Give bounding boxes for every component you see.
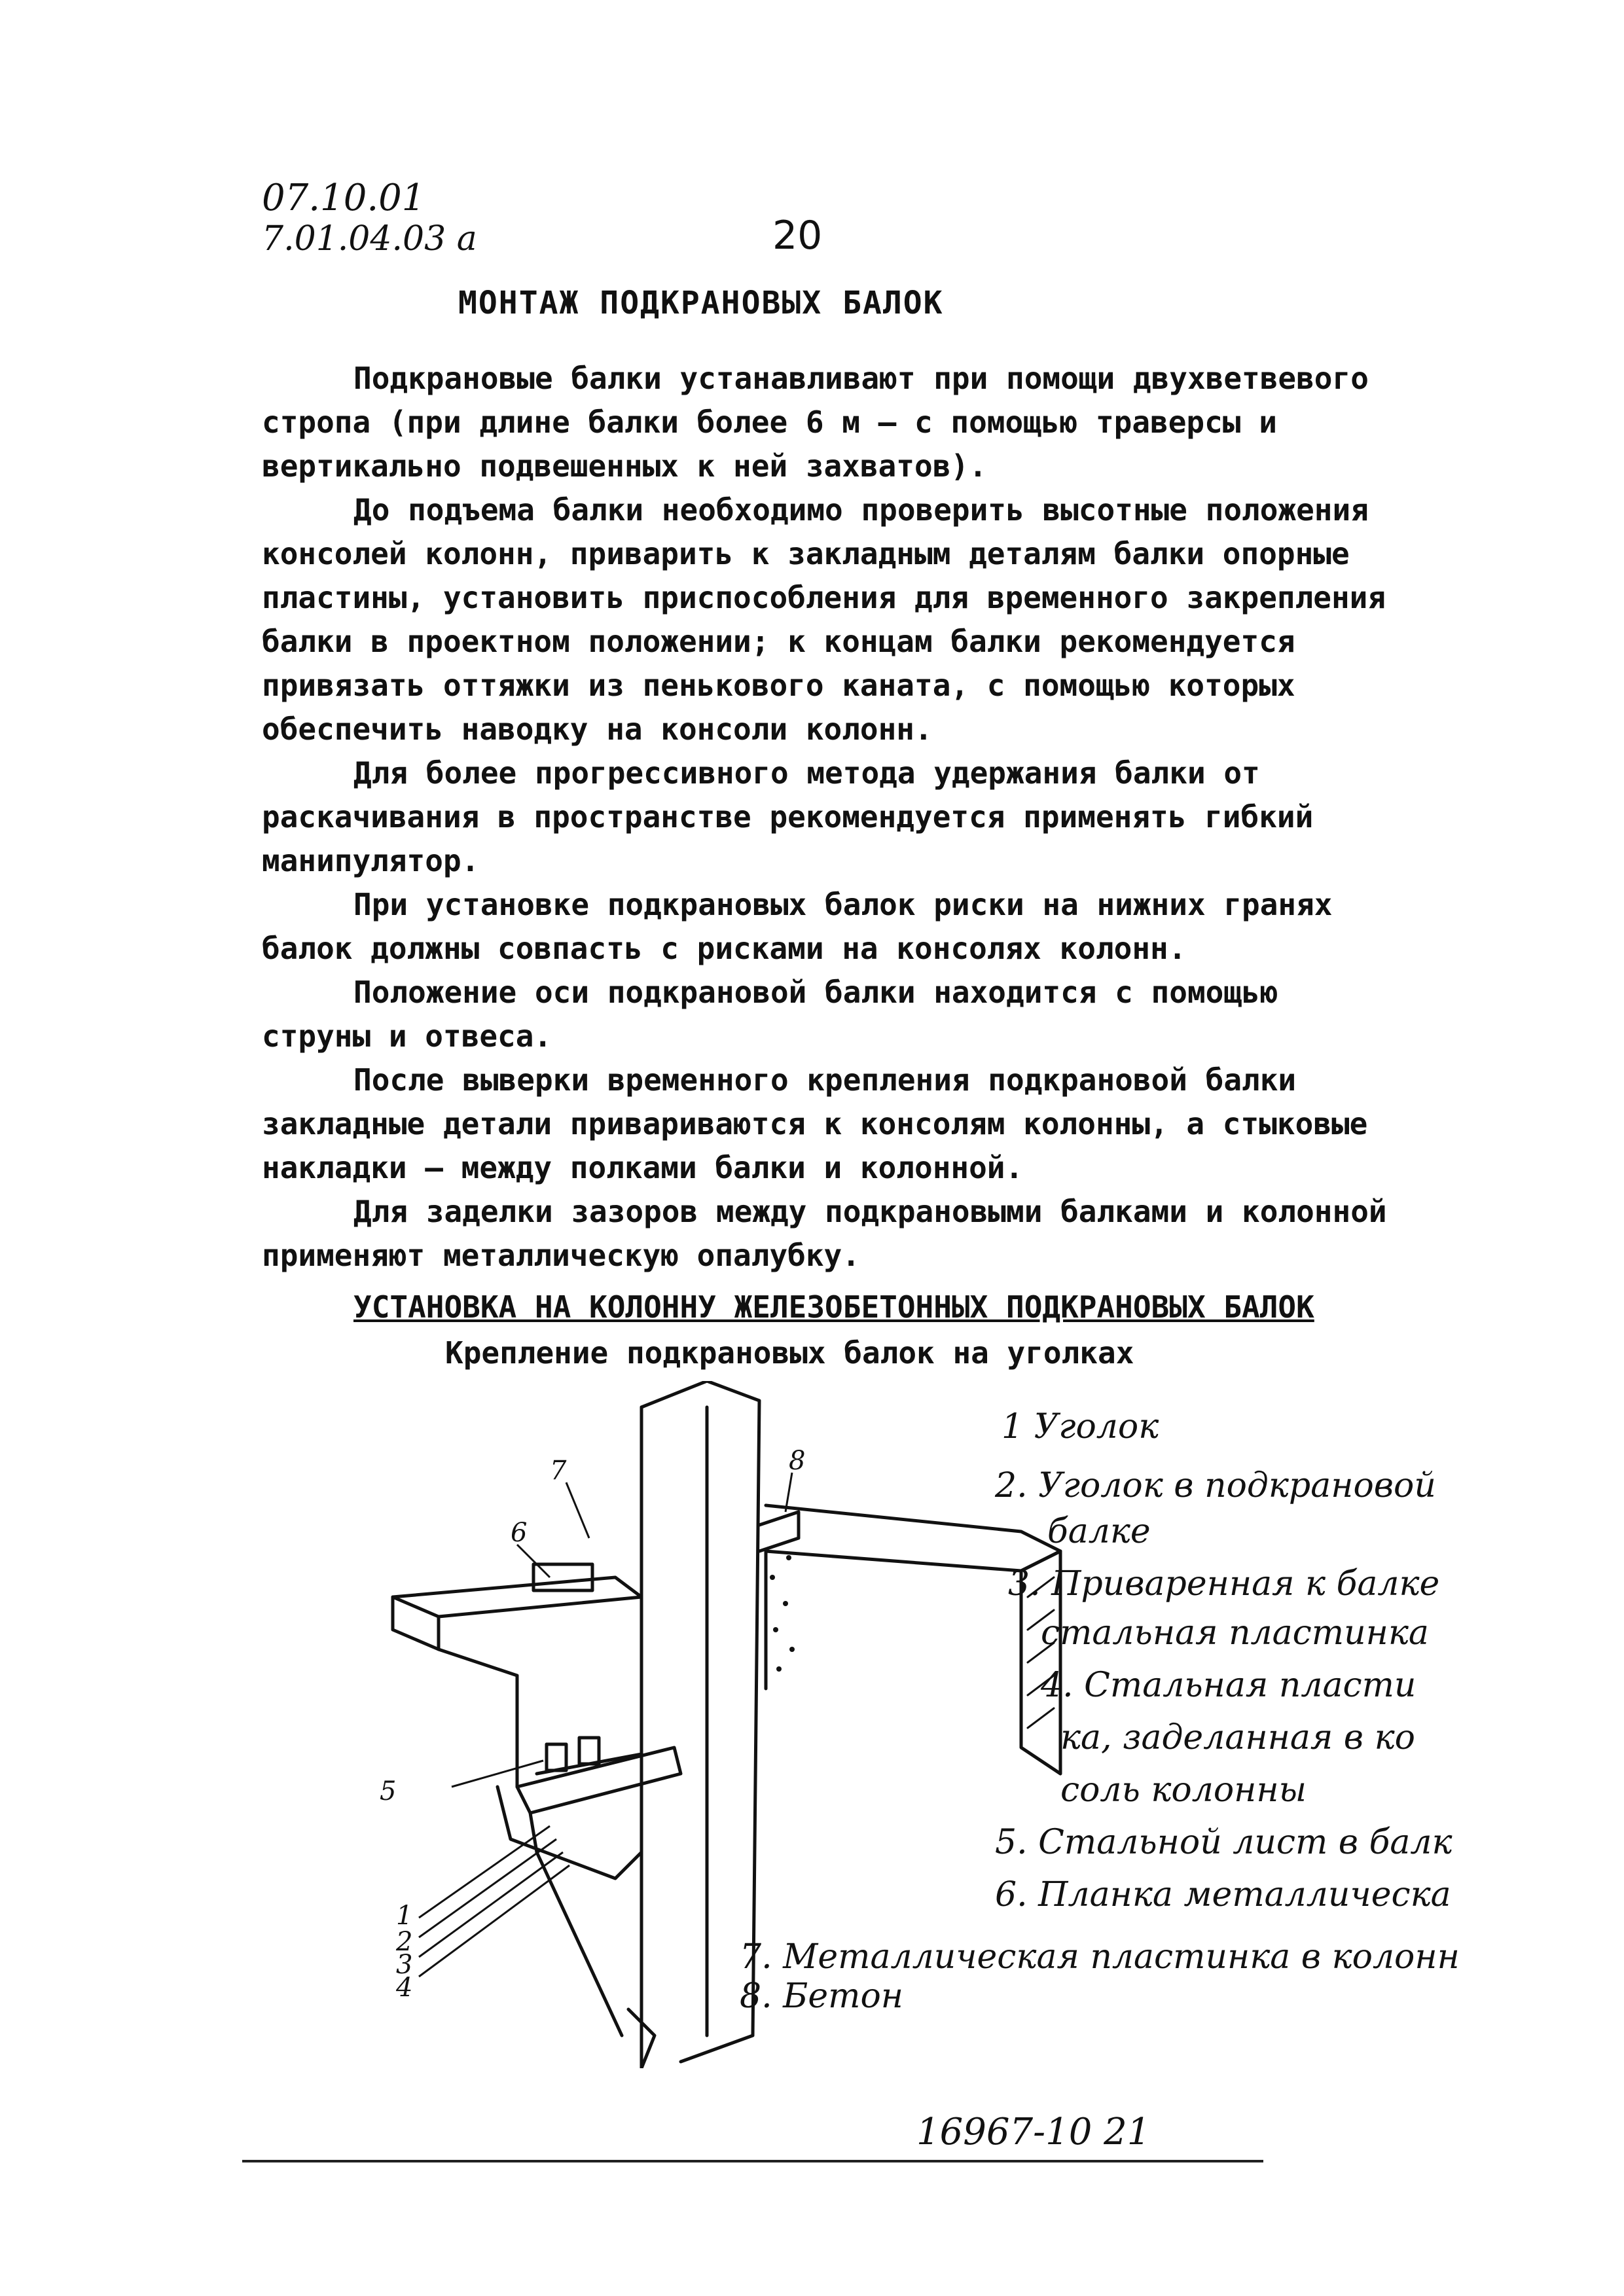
legend-item-3-cont: стальная пластинка [1041, 1613, 1429, 1653]
callout-6: 6 [511, 1518, 528, 1548]
callout-3: 3 [396, 1950, 413, 1980]
paragraph-6: После выверки временного крепления подкрановой балки закладные детали привариваются к консолям колонны, а стыковые накладки – между полками балки и колонной. [262, 1062, 1368, 1185]
document-code-secondary: 7.01.04.03 а [262, 219, 477, 259]
paragraph-2: До подъема балки необходимо проверить высотные положения консолей колонн, приварить к закладным деталям балки опорные пластины, установить приспособления для временного закрепления балки в проектном положении; к концам балки рекомендуется привязать оттяжки из пенькового каната, с помощью которых обеспечить наводку на консоли колонн. [262, 492, 1386, 747]
left-beam-web [439, 1649, 517, 1787]
figure-title: УСТАНОВКА НА КОЛОННУ ЖЕЛЕЗОБЕТОННЫХ ПОДКРАНОВЫХ БАЛОК [353, 1289, 1314, 1325]
callout-2: 2 [396, 1927, 413, 1957]
legend-item-4-cont: ка, заделанная в ко [1060, 1718, 1415, 1757]
steel-angle-1 [547, 1744, 566, 1770]
footer-code: 16967-10 21 [916, 2111, 1151, 2153]
left-beam-top [393, 1577, 641, 1617]
left-beam-lower [530, 1813, 622, 2036]
legend-item-8: 8. Бетон [740, 1977, 903, 2016]
paragraph-5: Положение оси подкрановой балки находится с помощью струны и отвеса. [262, 975, 1278, 1054]
legend-item-2: 2. Уголок в подкрановой [995, 1466, 1436, 1505]
page-number: 20 [772, 213, 823, 259]
callout-1: 1 [396, 1901, 413, 1931]
section-title: МОНТАЖ ПОДКРАНОВЫХ БАЛОК [458, 285, 944, 321]
right-beam-top [766, 1505, 1060, 1571]
callout-7: 7 [550, 1456, 567, 1486]
legend-item-6: 6. Планка металлическа [995, 1875, 1451, 1914]
legend-item-1: 1 Уголок [1001, 1407, 1159, 1446]
metal-strip [533, 1564, 592, 1590]
callout-8: 8 [789, 1446, 806, 1476]
paragraph-3: Для более прогрессивного метода удержания балки от раскачивания в пространстве рекомендуется применять гибкий манипулятор. [262, 755, 1314, 878]
legend-item-3: 3. Приваренная к балке [1008, 1564, 1440, 1604]
body-text [262, 357, 1388, 1278]
legend-item-2-cont: балке [1047, 1512, 1151, 1551]
legend-item-7: 7. Металлическая пластинка в колонн [740, 1937, 1460, 1977]
steel-angle-2 [579, 1738, 599, 1764]
paragraph-4: При установке подкрановых балок риски на нижних гранях балок должны совпасть с рисками на консолях колонн. [262, 887, 1333, 966]
right-angle-plate [759, 1512, 799, 1551]
paragraph-1: Подкрановые балки устанавливают при помощи двухветвевого стропа (при длине балки более 6 м – с помощью траверсы и вертикально подвешенных к ней захватов). [262, 361, 1369, 484]
figure-subtitle: Крепление подкрановых балок на уголках [445, 1335, 1134, 1371]
left-beam-end [393, 1597, 439, 1649]
steel-plate [537, 1754, 641, 1774]
callout-4: 4 [396, 1973, 413, 2003]
callout-5: 5 [380, 1776, 397, 1806]
document-code-primary: 07.10.01 [262, 177, 425, 219]
legend-item-4-cont2: соль колонны [1060, 1770, 1307, 1810]
legend-item-4: 4. Стальная пласти [1041, 1666, 1416, 1705]
legend-item-5: 5. Стальной лист в балк [995, 1823, 1453, 1862]
footer-rule [242, 2160, 1263, 2162]
paragraph-7: Для заделки зазоров между подкрановыми балками и колонной применяют металлическую опалубку. [262, 1194, 1387, 1273]
